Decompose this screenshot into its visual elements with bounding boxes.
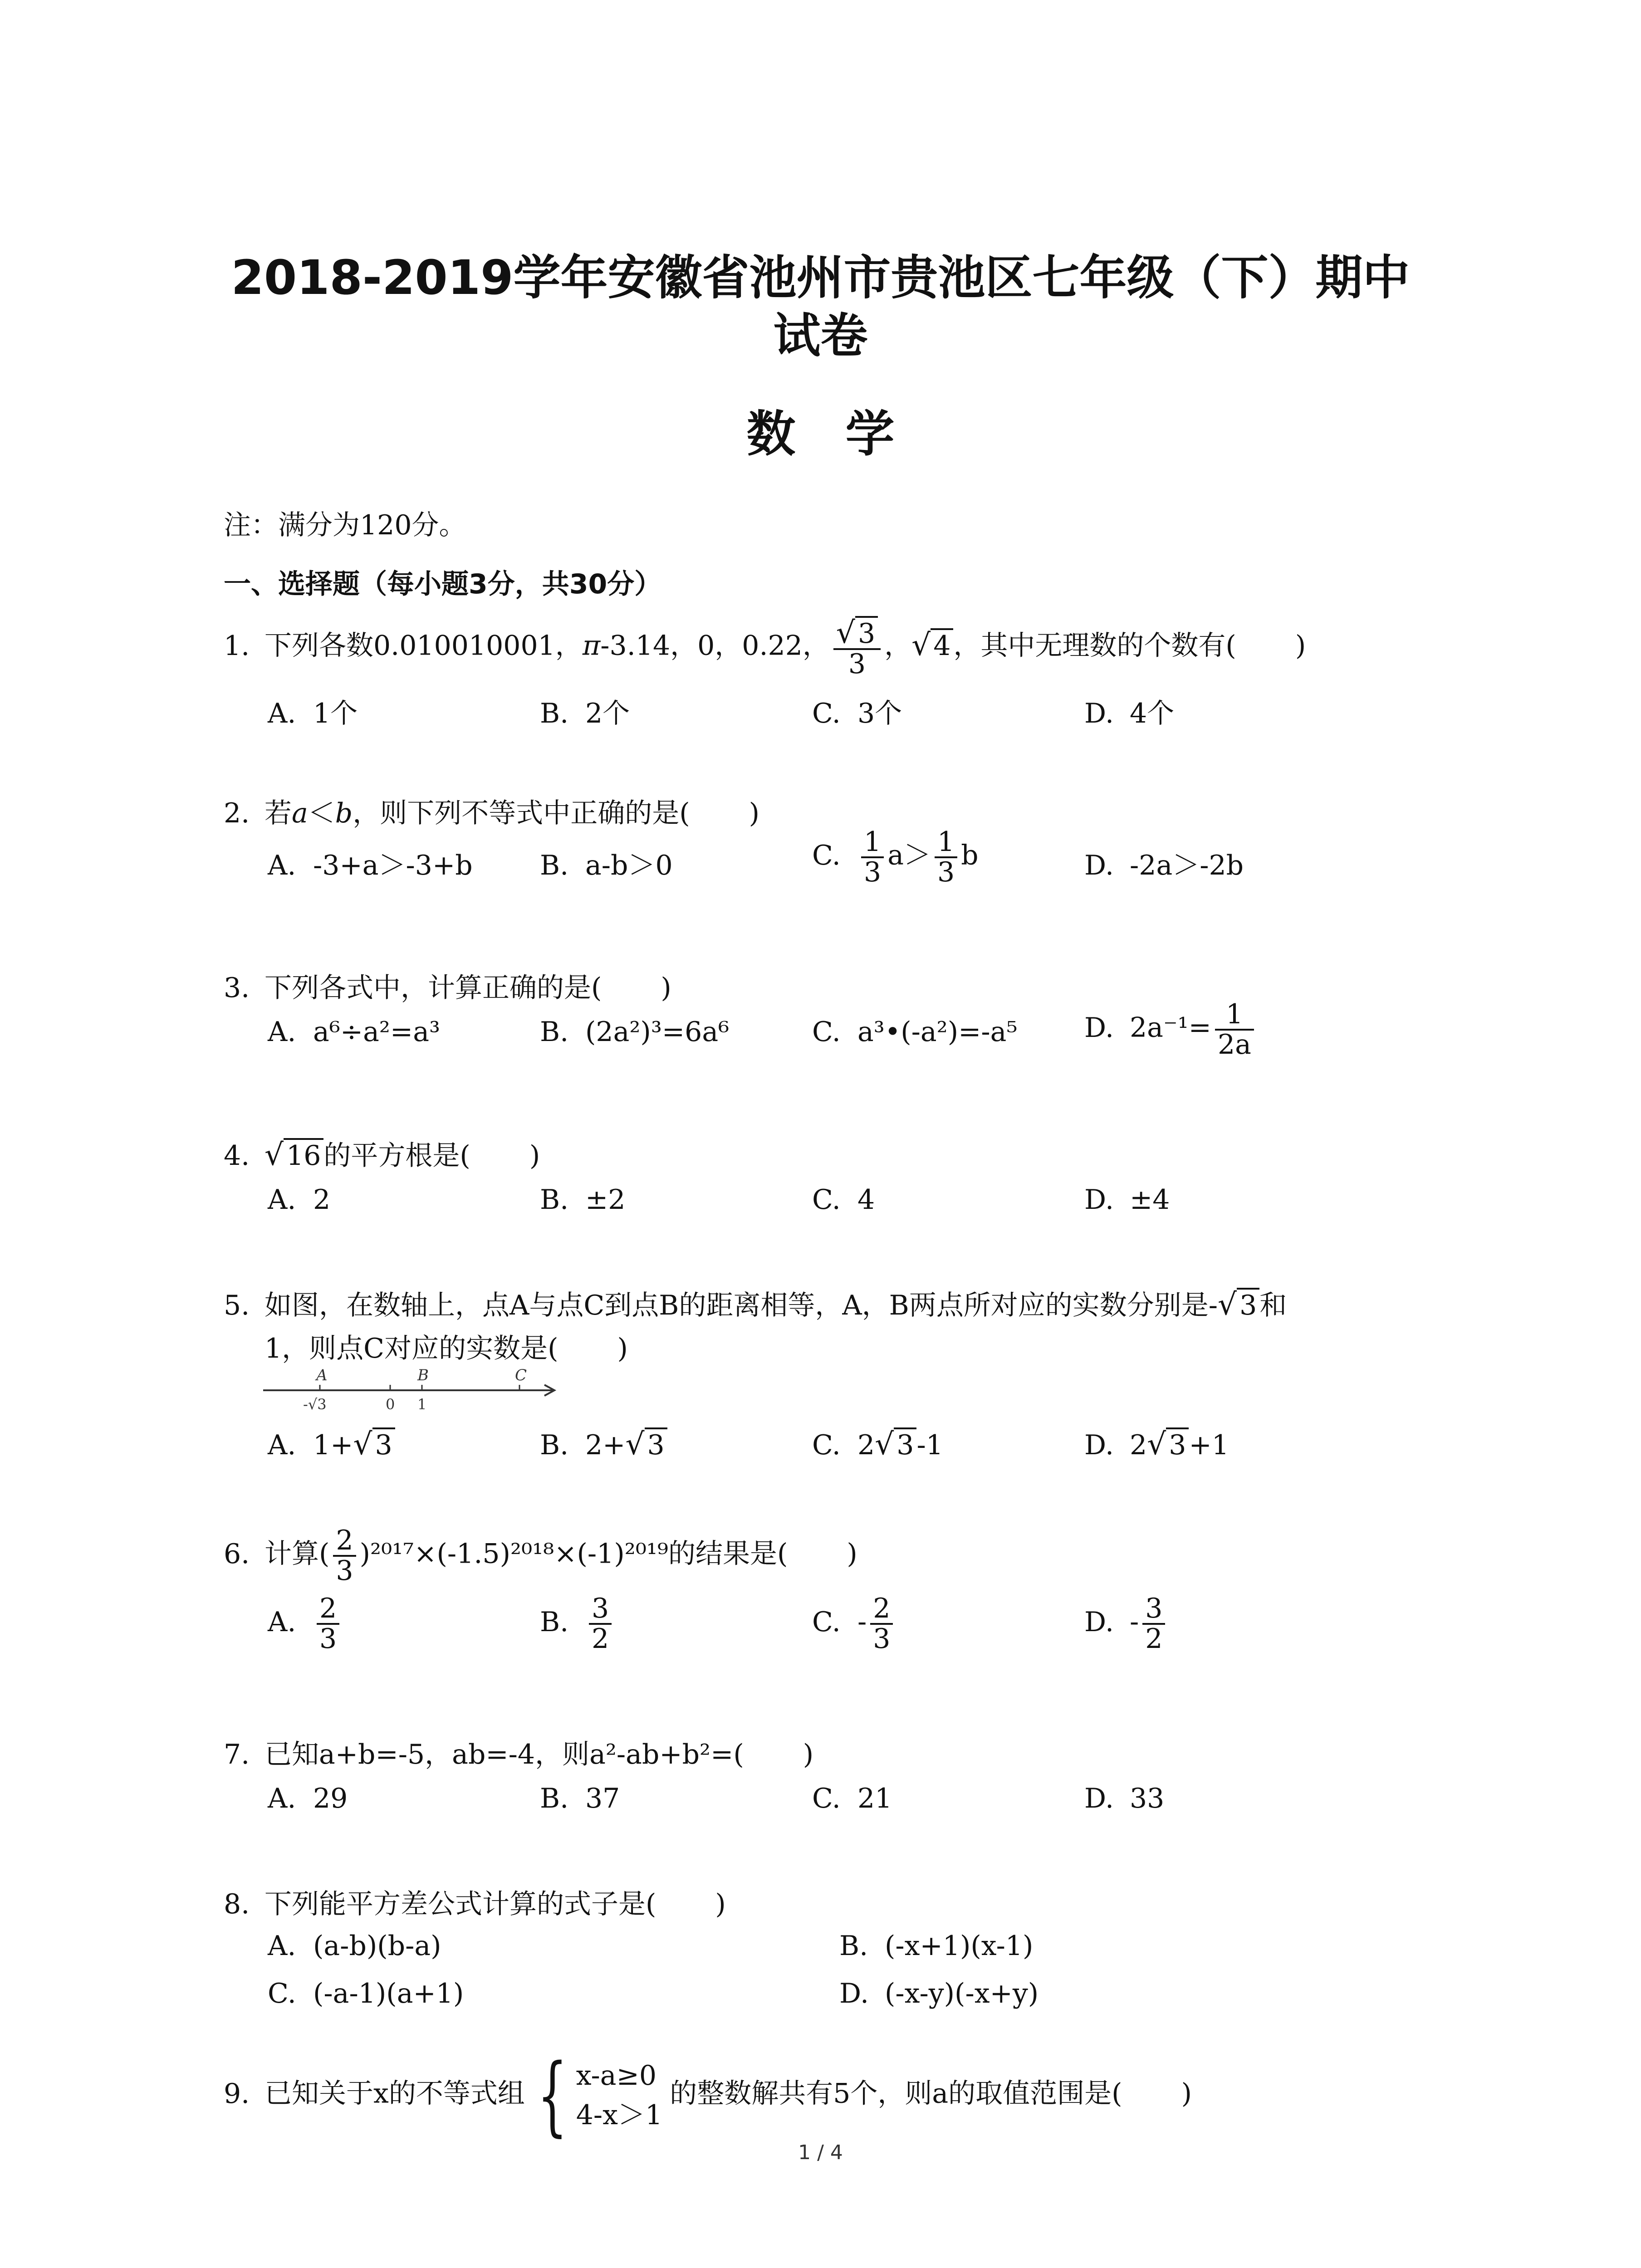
q4-option-b[interactable]: B. ±2 — [540, 1184, 626, 1216]
q7-option-d[interactable]: D. 33 — [1084, 1783, 1165, 1814]
q6-option-b[interactable]: B. $\frac{3}{2}$ — [540, 1594, 615, 1653]
question-number: 8. — [224, 1888, 250, 1920]
question-text: 已知关于x的不等式组 — [265, 2077, 525, 2110]
question-text: 已知a+b=-5，ab=-4，则a²-ab+b²=( — [265, 1739, 744, 1770]
question-6 — [224, 1526, 857, 1585]
page-number: 1 / 4 — [798, 2141, 843, 2164]
question-9 — [224, 2045, 1192, 2146]
q6-option-a[interactable]: A. $\frac{2}{3}$ — [268, 1594, 343, 1653]
square-root: √ 4 — [911, 627, 953, 662]
section-heading-choice: 一、选择题（每小题3分，共30分） — [224, 568, 662, 600]
q7-option-b[interactable]: B. 37 — [540, 1783, 620, 1814]
question-8 — [224, 1882, 726, 1921]
answer-bracket: ) — [617, 1333, 628, 1364]
question-number: 2. — [224, 797, 250, 829]
fraction: $\frac{√ 3}{3}$ — [833, 617, 881, 679]
question-text: )²⁰¹⁷×(-1.5)²⁰¹⁸×(-1)²⁰¹⁹的结果是( — [359, 1538, 788, 1570]
answer-bracket: ) — [661, 972, 671, 1004]
question-text: 如图，在数轴上，点A与点C到点B的距离相等，A，B两点所对应的实数分别是- — [265, 1290, 1218, 1321]
operator: ＜ — [308, 797, 335, 829]
q2-option-d[interactable]: D. -2a＞-2b — [1084, 850, 1244, 881]
number-line-figure — [263, 1359, 563, 1427]
answer-bracket: ) — [749, 797, 760, 829]
q4-option-d[interactable]: D. ±4 — [1084, 1184, 1170, 1216]
q6-option-c[interactable]: C. - $\frac{2}{3}$ — [812, 1594, 896, 1653]
separator: ， — [884, 630, 912, 662]
q8-option-a[interactable]: A. (a-b)(b-a) — [268, 1930, 441, 1962]
q3-option-d[interactable]: D. 2a⁻¹= $\frac{1}{2a}$ — [1084, 1000, 1258, 1059]
fraction: $\frac{2}{3}$ — [333, 1526, 356, 1585]
question-text: 的平方根是( — [323, 1140, 470, 1172]
question-2 — [224, 792, 759, 831]
answer-bracket: ) — [529, 1140, 540, 1172]
tick-label-neg-sqrt3: -√3 — [303, 1396, 327, 1413]
q3-option-b[interactable]: B. (2a²)³=6a⁶ — [540, 1016, 730, 1048]
answer-bracket: ) — [847, 1538, 857, 1570]
pi-symbol: π — [582, 630, 601, 662]
q2-option-b[interactable]: B. a-b＞0 — [540, 850, 673, 881]
square-root: √ 16 — [265, 1137, 323, 1172]
score-note: 注：满分为120分。 — [224, 509, 466, 541]
answer-bracket: ) — [1181, 2077, 1192, 2110]
question-number: 4. — [224, 1140, 250, 1172]
point-b-label: B — [417, 1366, 429, 1384]
exam-title — [136, 249, 1505, 365]
question-text: -3.14，0，0.22， — [600, 630, 830, 662]
question-5 — [224, 1284, 1287, 1323]
subject-heading: 数学 — [746, 406, 945, 463]
question-text: 1，则点C对应的实数是( — [265, 1333, 558, 1364]
q8-option-c[interactable]: C. (-a-1)(a+1) — [268, 1978, 464, 2009]
q1-option-b[interactable]: B. 2个 — [540, 698, 630, 729]
q4-option-a[interactable]: A. 2 — [268, 1184, 331, 1216]
question-text: ，则下列不等式中正确的是( — [353, 797, 690, 829]
question-text: ，其中无理数的个数有( — [953, 630, 1236, 662]
point-a-label: A — [316, 1366, 328, 1384]
q4-option-c[interactable]: C. 4 — [812, 1184, 875, 1216]
question-number: 9. — [224, 2077, 250, 2110]
point-c-label: C — [515, 1366, 527, 1384]
answer-bracket: ) — [715, 1888, 726, 1920]
question-text: 下列能平方差公式计算的式子是( — [265, 1888, 656, 1920]
title-line-1: 2018-2019学年安徽省池州市贵池区七年级（下）期中 — [231, 250, 1410, 305]
q3-option-c[interactable]: C. a³•(-a²)=-a⁵ — [812, 1016, 1018, 1048]
q2-option-c[interactable]: C. $\frac{1}{3}$ a＞ $\frac{1}{3}$ b — [812, 826, 979, 888]
left-brace: { — [537, 2045, 568, 2146]
q1-option-a[interactable]: A. 1个 — [268, 698, 358, 729]
q1-option-c[interactable]: C. 3个 — [812, 698, 902, 729]
question-1 — [224, 617, 1306, 679]
question-number: 1. — [224, 630, 250, 662]
inequality-system: x-a≥0 4-x＞1 — [576, 2060, 663, 2131]
question-number: 7. — [224, 1739, 250, 1770]
q2-option-a[interactable]: A. -3+a＞-3+b — [268, 850, 473, 881]
question-number: 5. — [224, 1290, 250, 1321]
question-number: 3. — [224, 972, 250, 1004]
q7-option-c[interactable]: C. 21 — [812, 1783, 892, 1814]
q7-option-a[interactable]: A. 29 — [268, 1783, 348, 1814]
q5-option-d[interactable]: D. 2√ 3 +1 — [1084, 1427, 1229, 1461]
question-text: 和 — [1259, 1290, 1287, 1321]
question-text: 若 — [265, 797, 292, 829]
q8-option-b[interactable]: B. (-x+1)(x-1) — [839, 1930, 1034, 1962]
question-text: 的整数解共有5个，则a的取值范围是( — [670, 2077, 1122, 2110]
question-7 — [224, 1733, 813, 1772]
q5-option-b[interactable]: B. 2+√ 3 — [540, 1427, 667, 1461]
q1-option-d[interactable]: D. 4个 — [1084, 698, 1175, 729]
question-3 — [224, 966, 671, 1005]
q5-option-c[interactable]: C. 2√ 3 -1 — [812, 1427, 943, 1461]
title-line-2: 试卷 — [773, 308, 868, 363]
q8-option-d[interactable]: D. (-x-y)(-x+y) — [839, 1978, 1039, 2009]
q3-option-a[interactable]: A. a⁶÷a²=a³ — [268, 1016, 441, 1048]
question-number: 6. — [224, 1538, 250, 1570]
question-text: 下列各数0.010010001， — [265, 630, 583, 662]
question-4 — [224, 1134, 540, 1173]
tick-label-zero: 0 — [386, 1396, 395, 1413]
variable: b — [335, 797, 353, 829]
square-root: √ 3 — [1218, 1287, 1259, 1322]
q6-option-d[interactable]: D. - $\frac{3}{2}$ — [1084, 1594, 1169, 1653]
question-text: 计算( — [265, 1538, 330, 1570]
tick-label-one: 1 — [417, 1396, 427, 1413]
variable: a — [292, 797, 308, 829]
answer-bracket: ) — [803, 1739, 814, 1770]
question-text: 下列各式中，计算正确的是( — [265, 972, 602, 1004]
answer-bracket: ) — [1295, 630, 1306, 662]
q5-option-a[interactable]: A. 1+√ 3 — [268, 1427, 395, 1461]
